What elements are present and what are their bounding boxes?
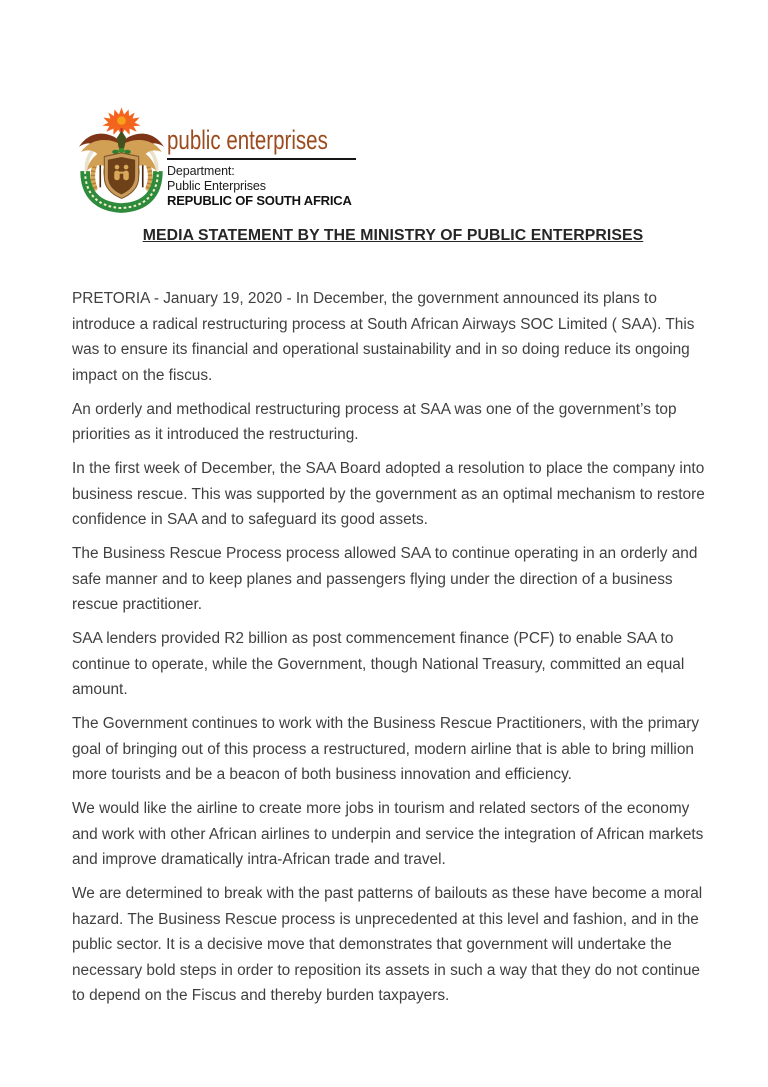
- logo-country: REPUBLIC OF SOUTH AFRICA: [167, 193, 352, 208]
- logo-divider: [167, 158, 356, 160]
- statement-paragraph: We are determined to break with the past patterns of bailouts as these have become a moral hazard. The Business Rescue process is unprecedented at this level and fashion, and in the public sector. It is a decisive move that demonstrates that government will undertake the necessary bold steps in order to reposition its assets in such a way that they do not continue to depend on the Fiscus and thereby burden taxpayers.: [72, 885, 703, 1004]
- coat-of-arms-logo: [77, 106, 166, 213]
- statement-paragraph: An orderly and methodical restructuring process at SAA was one of the government’s top priorities as it introduced the restructuring.: [72, 400, 677, 443]
- statement-paragraph: The Business Rescue Process process allowed SAA to continue operating in an orderly and safe manner and to keep planes and passengers flying under the direction of a business rescue practitioner.: [72, 545, 698, 613]
- statement-paragraph: The Government continues to work with the Business Rescue Practitioners, with the primary goal of bringing out of this process a restructured, modern airline that is able to bring million more tourists and be a beacon of both business innovation and efficiency.: [72, 715, 700, 783]
- statement-paragraph: SAA lenders provided R2 billion as post commencement finance (PCF) to enable SAA to continue to operate, while the Government, though National Treasury, committed an equal amount.: [72, 630, 685, 698]
- logo-department-label: Department:: [167, 164, 235, 178]
- statement-paragraph: We would like the airline to create more jobs in tourism and related sectors of the economy and work with other African airlines to underpin and service the integration of African markets and improve dramatically intra-African trade and travel.: [72, 800, 704, 868]
- statement-paragraph: PRETORIA - January 19, 2020 - In December, the government announced its plans to introduce a radical restructuring process at South African Airways SOC Limited ( SAA). This was to ensure its financial and operational sustainability and in so doing reduce its ongoing impact on the fiscus.: [72, 290, 695, 384]
- logo-wordmark: public enterprises: [167, 125, 328, 155]
- statement-paragraph: In the first week of December, the SAA Board adopted a resolution to place the company into business rescue. This was supported by the government as an optimal mechanism to restore confidence in SAA and to safeguard its good assets.: [72, 460, 705, 528]
- statement-title: MEDIA STATEMENT BY THE MINISTRY OF PUBLIC ENTERPRISES: [142, 227, 644, 244]
- logo-text-block: [167, 123, 427, 209]
- logo-department-name: Public Enterprises: [167, 178, 266, 193]
- statement-body: [72, 286, 714, 1017]
